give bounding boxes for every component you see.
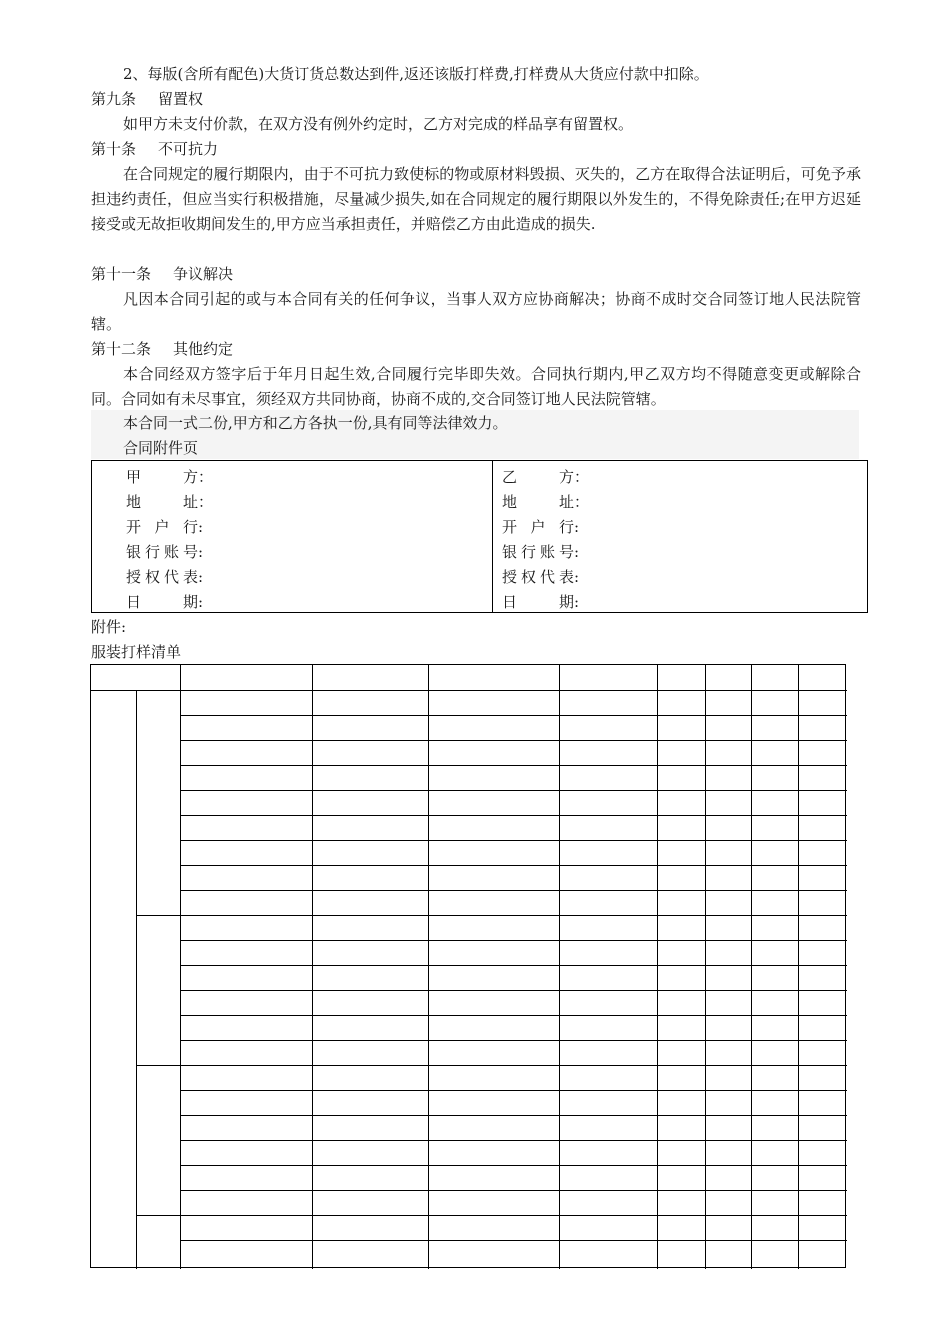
clause-11-body: 凡因本合同引起的或与本合同有关的任何争议，当事人双方应协商解决；协商不成时交合同签订地人民法院管辖。	[91, 290, 861, 333]
party-a-row	[126, 515, 213, 540]
clause-9-name: 留置权	[158, 90, 204, 108]
party-a-label: 日期	[126, 593, 198, 611]
party-b-label: 银行账号	[502, 543, 574, 561]
clause-8-item-2: 2、每版(含所有配色)大货订货总数达到件,返还该版打样费,打样费从大货应付款中扣除。	[123, 65, 709, 83]
party-b-label: 授权代表	[502, 568, 574, 586]
party-b-row	[502, 515, 589, 540]
party-a-row	[126, 490, 213, 515]
party-b-colon: :	[574, 518, 580, 536]
clause-10-body: 在合同规定的履行期限内，由于不可抗力致使标的物或原材料毁损、灭失的，乙方在取得合法证明后，可免予承担违约责任，但应当实行积极措施，尽量减少损失,如在合同规定的履行期限以外发生的，不得免除责任;在甲方迟延接受或无故拒收期间发生的,甲方应当承担责任，并赔偿乙方由此造成的损失.	[91, 165, 861, 233]
party-a-colon: :	[198, 593, 204, 611]
party-a-label: 甲方	[126, 468, 198, 486]
party-b-column	[502, 465, 589, 615]
party-b-colon: :	[574, 543, 580, 561]
attachment-page-title: 合同附件页	[123, 439, 199, 457]
clause-11-name: 争议解决	[173, 265, 234, 283]
clause-11-number: 第十一条	[91, 265, 152, 283]
party-a-column	[126, 465, 213, 615]
clause-9-heading	[91, 87, 203, 112]
clause-12-heading	[91, 337, 233, 362]
party-a-colon: :	[198, 568, 204, 586]
clause-12-name: 其他约定	[173, 340, 234, 358]
party-divider	[492, 461, 493, 612]
party-b-row	[502, 540, 589, 565]
clause-10-name: 不可抗力	[158, 140, 219, 158]
party-a-row	[126, 590, 213, 615]
copies-statement: 本合同一式二份,甲方和乙方各执一份,具有同等法律效力。	[123, 414, 508, 432]
party-b-row	[502, 490, 589, 515]
party-a-row	[126, 465, 213, 490]
party-a-colon: :	[198, 543, 204, 561]
party-b-row	[502, 565, 589, 590]
party-a-colon: :	[198, 518, 204, 536]
party-b-row	[502, 590, 589, 615]
clause-12-number: 第十二条	[91, 340, 152, 358]
sample-list-table	[90, 664, 846, 1268]
party-b-label: 地址	[502, 493, 574, 511]
party-b-label: 日期	[502, 593, 574, 611]
party-a-label: 开户行	[126, 518, 198, 536]
clause-9-body: 如甲方未支付价款，在双方没有例外约定时，乙方对完成的样品享有留置权。	[123, 115, 634, 133]
clause-9-number: 第九条	[91, 90, 137, 108]
party-info-box	[91, 460, 868, 613]
party-a-colon: ：	[198, 468, 214, 486]
clause-10-number: 第十条	[91, 140, 137, 158]
clause-10-heading	[91, 137, 218, 162]
party-b-colon: :	[574, 593, 580, 611]
clause-12-body: 本合同经双方签字后于年月日起生效,合同履行完毕即失效。合同执行期内,甲乙双方均不得随意变更或解除合同。合同如有未尽事宜，须经双方共同协商，协商不成的,交合同签订地人民法院管辖。	[91, 365, 861, 408]
party-a-label: 银行账号	[126, 543, 198, 561]
party-a-row	[126, 565, 213, 590]
attachment-label: 附件:	[91, 618, 127, 636]
clause-11-heading	[91, 262, 233, 287]
party-b-row	[502, 465, 589, 490]
table-grid-lines	[91, 665, 847, 1269]
party-b-label: 开户行	[502, 518, 574, 536]
party-a-row	[126, 540, 213, 565]
party-a-label: 授权代表	[126, 568, 198, 586]
sample-list-title: 服装打样清单	[91, 643, 182, 661]
party-a-colon: ：	[198, 493, 214, 511]
party-b-colon: :	[574, 568, 580, 586]
party-a-label: 地址	[126, 493, 198, 511]
party-b-colon: ：	[574, 493, 590, 511]
party-b-label: 乙方	[502, 468, 574, 486]
party-b-colon: ：	[574, 468, 590, 486]
